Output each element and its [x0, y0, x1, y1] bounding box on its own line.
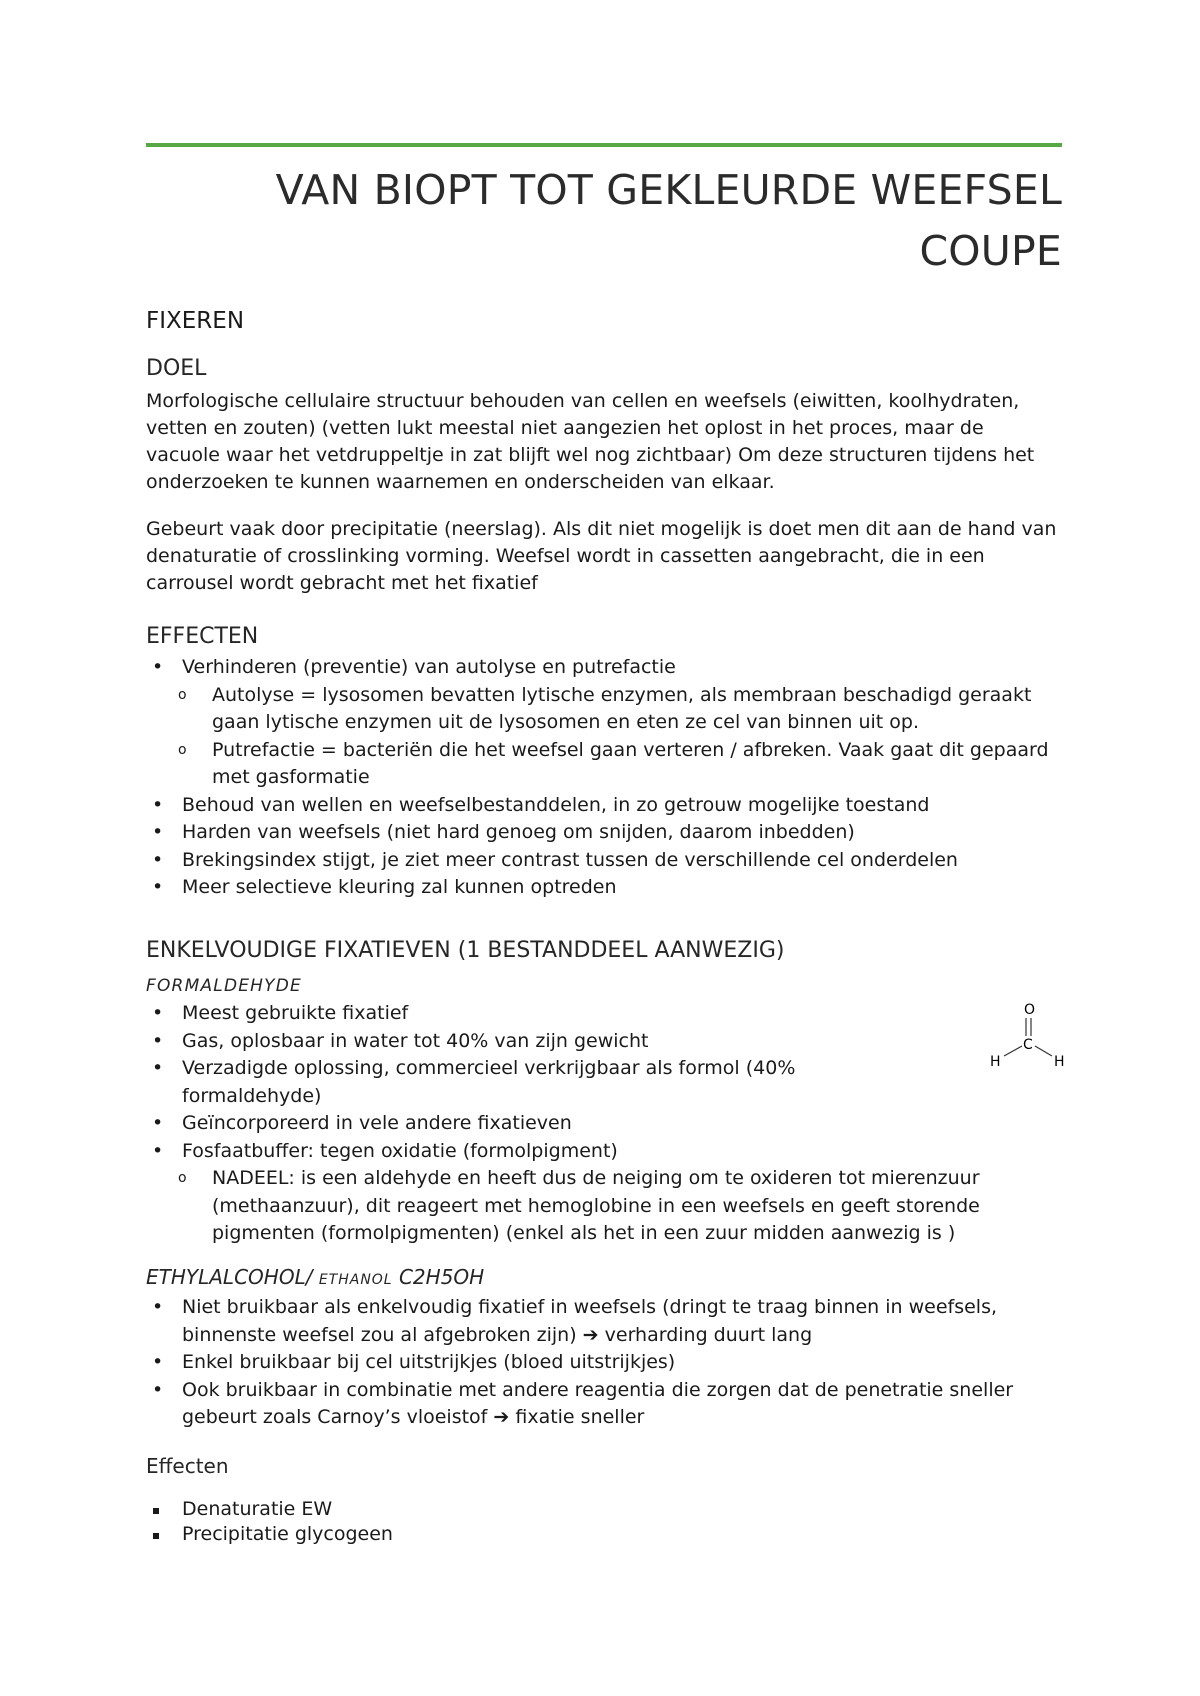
circle-bullet-icon: o	[178, 1170, 187, 1186]
heading-effecten: EFFECTEN	[146, 624, 259, 649]
bullet-icon: •	[152, 876, 164, 898]
bullet-icon: •	[152, 1029, 164, 1052]
list-item: Denaturatie EW	[146, 1497, 1062, 1522]
ethylalcohol-list	[146, 1294, 1062, 1432]
list-item: • Fosfaatbuffer: tegen oxidatie (formolpigment)	[146, 1138, 1062, 1166]
bullet-icon: •	[152, 1112, 164, 1134]
list-item: • Verzadigde oplossing, commercieel verkrijgbaar als formol (40% formaldehyde)	[152, 1057, 796, 1107]
doel-paragraph-2: Gebeurt vaak door precipitatie (neerslag). Als dit niet mogelijk is doet men dit aan de hand van denaturatie of crosslinking vorming. Weefsel wordt in cassetten aangebracht, die in een carrousel wordt gebracht met het fixatief	[146, 518, 1057, 594]
heading-doel: DOEL	[146, 356, 207, 381]
square-bullet-icon	[153, 1533, 159, 1539]
molecule-carbon-label: C	[1023, 1037, 1033, 1053]
page-title: VAN BIOPT TOT GEKLEURDE WEEFSEL COUPE	[275, 166, 1062, 275]
bullet-icon: •	[152, 1057, 164, 1079]
list-item: • Gas, oplosbaar in water tot 40% van zijn gewicht	[146, 1028, 1062, 1056]
title-rule	[146, 143, 1062, 147]
list-item: o NADEEL: is een aldehyde en heeft dus de neiging om te oxideren tot mierenzuur (methaanzuur), dit reageert met hemoglobine in een weefsels en geeft storende pigmenten (formolpigmenten) (enkel als het in een zuur midden aanwezig is )	[178, 1167, 980, 1244]
section-heading-fixeren: FIXEREN	[146, 308, 245, 334]
list-item: • Verhinderen (preventie) van autolyse en putrefactie	[146, 654, 1062, 682]
bullet-icon: •	[152, 848, 164, 871]
molecule-hydrogen-label: H	[1054, 1054, 1065, 1070]
square-bullet-icon	[153, 1508, 159, 1514]
doel-paragraph-1: Morfologische cellulaire structuur behouden van cellen en weefsels (eiwitten, koolhydraten, vetten en zouten) (vetten lukt meestal niet aangezien het oplost in het proces, maar de vacuole waar het vetdruppeltje in zat blijft wel nog zichtbaar) Om deze structuren tijdens het onderzoeken te kunnen waarnemen en onderscheiden van elkaar.	[146, 390, 1035, 493]
bullet-icon: •	[152, 1351, 164, 1373]
list-item: • Behoud van wellen en weefselbestanddelen, in zo getrouw mogelijke toestand	[146, 792, 1062, 820]
bullet-icon: •	[152, 793, 164, 816]
formaldehyde-molecule-diagram	[988, 1000, 1068, 1070]
heading-ethylalcohol: ETHYLALCOHOL/ ETHANOL C2H5OH	[146, 1265, 485, 1289]
single-bond-line	[1004, 1046, 1022, 1056]
list-item: • Niet bruikbaar als enkelvoudig fixatief in weefsels (dringt te traag binnen in weefsels, binnenste weefsel zou al afgebroken zijn) ➔ verharding duurt lang	[152, 1296, 998, 1346]
formaldehyde-list	[146, 1000, 1062, 1248]
list-item: • Geïncorporeerd in vele andere fixatieven	[146, 1110, 1062, 1138]
heading-enkelvoudige-fixatieven: ENKELVOUDIGE FIXATIEVEN (1 BESTANDDEEL AANWEZIG)	[146, 938, 785, 963]
list-item: • Meer selectieve kleuring zal kunnen optreden	[146, 874, 1062, 902]
molecule-hydrogen-label: H	[990, 1054, 1001, 1070]
list-item: • Brekingsindex stijgt, je ziet meer contrast tussen de verschillende cel onderdelen	[146, 847, 1062, 875]
list-item: o Autolyse = lysosomen bevatten lytische enzymen, als membraan beschadigd geraakt gaan lytische enzymen uit de lysosomen en eten ze cel van binnen uit op.	[178, 683, 1032, 733]
bullet-icon: •	[152, 1296, 164, 1318]
heading-effecten-2: Effecten	[146, 1454, 229, 1478]
single-bond-line	[1035, 1046, 1052, 1056]
bullet-icon: •	[152, 1002, 164, 1024]
bullet-icon: •	[152, 1139, 164, 1162]
list-item: o Putrefactie = bacteriën die het weefsel gaan verteren / afbreken. Vaak gaat dit gepaard met gasformatie	[178, 738, 1049, 788]
heading-formaldehyde: FORMALDEHYDE	[146, 976, 302, 996]
list-item: • Ook bruikbaar in combinatie met andere reagentia die zorgen dat de penetratie sneller gebeurt zoals Carnoy’s vloeistof ➔ fixatie sneller	[152, 1378, 1014, 1428]
bullet-icon: •	[152, 821, 164, 843]
effecten-2-list	[146, 1497, 1062, 1547]
list-item: • Enkel bruikbaar bij cel uitstrijkjes (bloed uitstrijkjes)	[146, 1349, 1062, 1377]
bullet-icon: •	[152, 656, 164, 678]
list-item: Precipitatie glycogeen	[146, 1522, 1062, 1547]
circle-bullet-icon: o	[178, 686, 187, 703]
bullet-icon: •	[152, 1378, 164, 1401]
circle-bullet-icon: o	[178, 741, 187, 758]
list-item: • Harden van weefsels (niet hard genoeg om snijden, daarom inbedden)	[146, 819, 1062, 847]
molecule-oxygen-label: O	[1024, 1002, 1036, 1018]
effecten-list	[146, 654, 1062, 902]
list-item: • Meest gebruikte fixatief	[146, 1000, 1062, 1028]
